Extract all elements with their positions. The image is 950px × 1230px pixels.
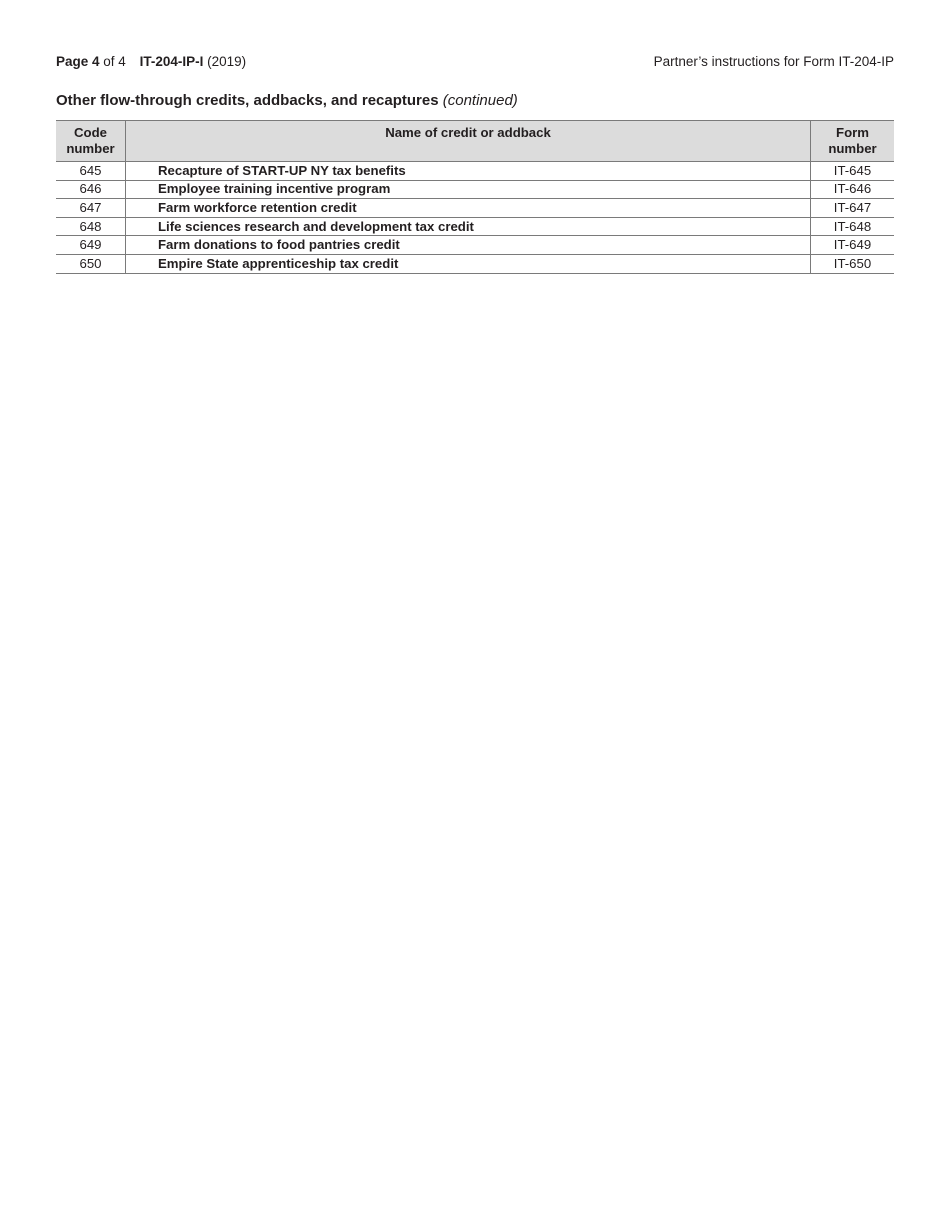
row-form-number: IT-647 bbox=[811, 199, 895, 218]
row-form-number: IT-646 bbox=[811, 180, 895, 199]
document-title: Partner’s instructions for Form IT-204-IP bbox=[653, 54, 894, 69]
row-code: 646 bbox=[56, 180, 126, 199]
page-number: Page 4 bbox=[56, 54, 100, 69]
table-row bbox=[56, 254, 894, 273]
row-credit-name: Employee training incentive program bbox=[126, 180, 811, 199]
row-credit-name: Farm workforce retention credit bbox=[126, 199, 811, 218]
page-header-left bbox=[56, 53, 246, 70]
row-credit-name: Farm donations to food pantries credit bbox=[126, 236, 811, 255]
row-form-number: IT-649 bbox=[811, 236, 895, 255]
row-credit-name: Empire State apprenticeship tax credit bbox=[126, 254, 811, 273]
row-form-number: IT-645 bbox=[811, 162, 895, 181]
form-year: (2019) bbox=[207, 54, 247, 69]
row-code: 647 bbox=[56, 199, 126, 218]
header-form-number: Form number bbox=[811, 121, 895, 162]
table-row bbox=[56, 217, 894, 236]
table-row bbox=[56, 199, 894, 218]
row-code: 649 bbox=[56, 236, 126, 255]
form-id: IT-204-IP-I bbox=[139, 54, 204, 69]
row-code: 645 bbox=[56, 162, 126, 181]
row-form-number: IT-648 bbox=[811, 217, 895, 236]
page-total: of 4 bbox=[103, 54, 126, 69]
table-row bbox=[56, 236, 894, 255]
row-code: 648 bbox=[56, 217, 126, 236]
header-credit-name: Name of credit or addback bbox=[126, 121, 811, 162]
row-credit-name: Life sciences research and development tax credit bbox=[126, 217, 811, 236]
table-row bbox=[56, 162, 894, 181]
section-title bbox=[56, 91, 518, 110]
header-code-number: Code number bbox=[56, 121, 126, 162]
credits-table bbox=[56, 120, 894, 274]
table-header-row bbox=[56, 121, 894, 162]
section-title-text: Other flow-through credits, addbacks, and recaptures bbox=[56, 92, 439, 109]
section-continued-note: (continued) bbox=[442, 92, 518, 109]
row-code: 650 bbox=[56, 254, 126, 273]
table-row bbox=[56, 180, 894, 199]
row-credit-name: Recapture of START-UP NY tax benefits bbox=[126, 162, 811, 181]
row-form-number: IT-650 bbox=[811, 254, 895, 273]
